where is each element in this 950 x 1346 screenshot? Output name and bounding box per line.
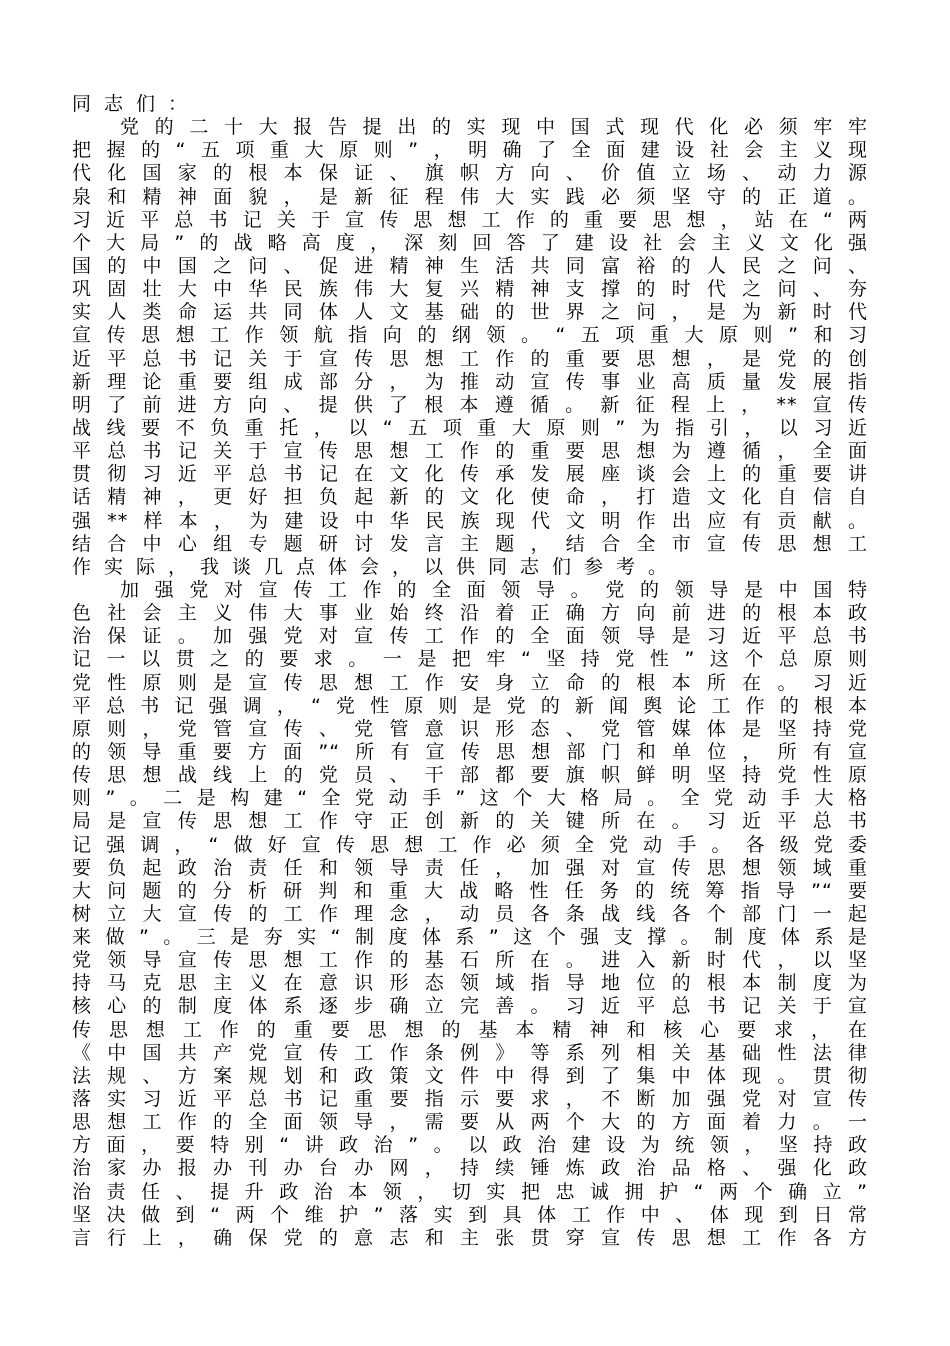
text-line: 言行上，确保党的意志和主张贯穿宣传思想工作各方 [72,1226,868,1249]
text-line: 核心的制度体系逐步确立完善。习近平总书记关于宣 [72,995,868,1018]
text-line: 治家办报办刊办台办网，持续锤炼政治品格、强化政 [72,1157,868,1180]
text-line: 强**样本，为建设中华民族现代文明作出应有贡献。 [72,509,868,532]
text-line: 巩固壮大中华民族伟大复兴精神支撑的时代之问、夯 [72,278,868,301]
text-line: 落实习近平总书记重要指示要求，不断加强党对宣传 [72,1088,868,1111]
text-line: 要负起政治责任和领导责任，加强对宣传思想领域重 [72,856,868,879]
text-line: 国的中国之问、促进精神生活共同富裕的人民之问、 [72,254,868,277]
text-line: 平总书记关于宣传思想工作的重要思想为遵循，全面 [72,440,868,463]
text-line: 色社会主义伟大事业始终沿着正确方向前进的根本政 [72,602,868,625]
text-line: 记强调，“做好宣传思想工作必须全党动手。各级党委 [72,833,868,856]
text-line: 个大局”的战略高度，深刻回答了建设社会主义文化强 [72,231,868,254]
text-line: 局是宣传思想工作守正创新的关键所在。习近平总书 [72,810,868,833]
salutation: 同志们： [72,93,201,115]
text-line: 法规、方案规划和政策文件中得到了集中体现。贯彻 [72,1064,868,1087]
text-line: 持马克思主义在意识形态领域指导地位的根本制度为 [72,972,868,995]
text-line: 实人类命运共同体人文基础的世界之问，是为新时代 [72,301,868,324]
text-line: 作实际，我谈几点体会，以供同志们参考。 [72,555,681,578]
text-line: 代化国家的根本保证、旗帜方向、价值立场、动力源 [72,162,868,185]
text-line: 宣传思想工作领航指向的纲领。“五项重大原则”和习 [72,324,868,347]
text-line: 结合中心组专题研讨发言主题，结合全市宣传思想工 [72,532,868,555]
text-line: 泉和精神面貌，是新征程伟大实践必须坚守的正道。 [72,185,868,208]
text-line: 党领导宣传思想工作的基石所在。进入新时代，以坚 [72,949,868,972]
text-line: 树立大宣传的工作理念，动员各条战线各个部门一起 [72,902,868,925]
text-line: 的领导重要方面”“所有宣传思想部门和单位，所有宣 [72,740,868,763]
text-line: 新理论重要组成部分，为推动宣传事业高质量发展指 [72,370,868,393]
text-line: 坚决做到“两个维护”落实到具体工作中、体现到日常 [72,1203,868,1226]
text-line: 传思想工作的重要思想的基本精神和核心要求，在 [72,1018,868,1041]
document-body [72,93,868,1250]
text-line: 传思想战线上的党员、干部都要旗帜鲜明坚持党性原 [72,764,868,787]
text-line: 来做”。三是夯实“制度体系”这个强支撑。制度体系是 [72,926,868,949]
text-line: 习近平总书记关于宣传思想工作的重要思想，站在“两 [72,208,868,231]
text-line: 近平总书记关于宣传思想工作的重要思想，是党的创 [72,347,868,370]
text-line: 治保证。加强党对宣传工作的全面领导是习近平总书 [72,625,868,648]
text-line: 思想工作的全面领导，需要从两个大的方面着力。一 [72,1111,868,1134]
text-line: 记一以贯之的要求。一是把牢“坚持党性”这个总原则 [72,648,868,671]
text-line: 明了前进方向、提供了根本遵循。新征程上，**宣传 [72,393,868,416]
text-line: 原则，党管宣传、党管意识形态、党管媒体是坚持党 [72,717,868,740]
text-line: 把握的“五项重大原则”，明确了全面建设社会主义现 [72,139,868,162]
text-line: 党的二十大报告提出的实现中国式现代化必须牢牢 [120,116,868,139]
text-line: 《中国共产党宣传工作条例》等系列相关基础性法律 [72,1041,868,1064]
text-line: 则”。二是构建“全党动手”这个大格局。全党动手大格 [72,787,868,810]
text-line: 治责任、提升政治本领，切实把忠诚拥护“两个确立” [72,1180,868,1203]
text-line: 加强党对宣传工作的全面领导。党的领导是中国特 [120,578,868,601]
text-line: 贯彻习近平总书记在文化传承发展座谈会上的重要讲 [72,463,868,486]
text-line: 方面，要特别“讲政治”。以政治建设为统领，坚持政 [72,1134,868,1157]
text-line: 话精神，更好担负起新的文化使命，打造文化自信自 [72,486,868,509]
text-line: 平总书记强调，“党性原则是党的新闻舆论工作的根本 [72,694,868,717]
text-line: 大问题的分析研判和重大战略性任务的统筹指导”“要 [72,879,868,902]
text-line: 战线要不负重托，以“五项重大原则”为指引，以习近 [72,416,868,439]
text-line: 党性原则是宣传思想工作安身立命的根本所在。习近 [72,671,868,694]
